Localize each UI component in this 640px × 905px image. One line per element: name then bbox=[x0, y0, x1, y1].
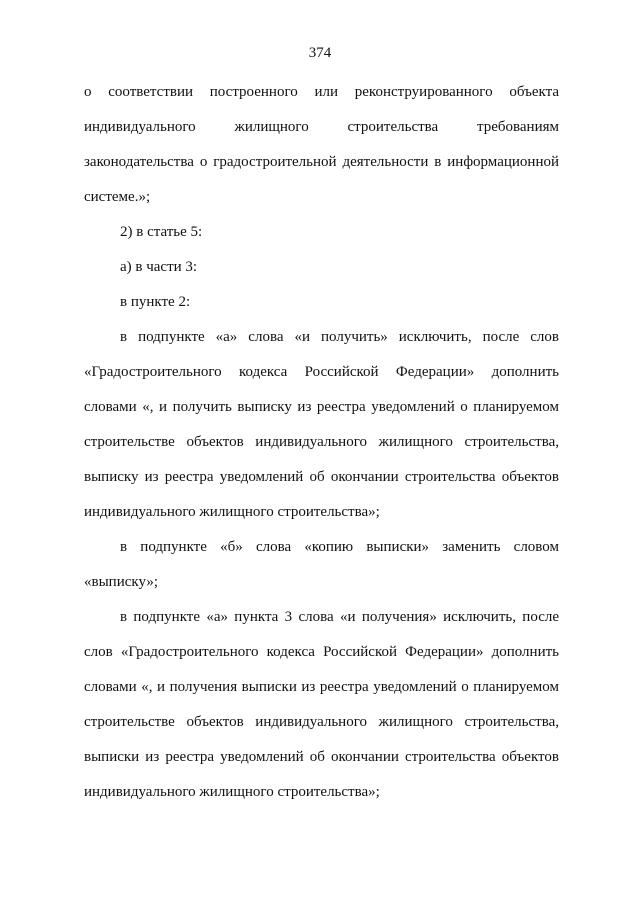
text-line: законодательства о градостроительной деятельности в информационной bbox=[84, 154, 559, 170]
text-line: 2) в статье 5: bbox=[120, 224, 203, 240]
text-line: «выписку»; bbox=[84, 574, 158, 590]
text-line: выписки из реестра уведомлений об окончании строительства объектов bbox=[84, 749, 559, 765]
text-line: в подпункте «б» слова «копию выписки» заменить словом bbox=[120, 539, 559, 555]
text-line: «Градостроительного кодекса Российской Федерации» дополнить bbox=[84, 364, 559, 380]
text-line: строительстве объектов индивидуального жилищного строительства, bbox=[84, 434, 559, 450]
page-number: 374 bbox=[308, 45, 332, 61]
text-line: выписку из реестра уведомлений об окончании строительства объектов bbox=[84, 469, 559, 485]
text-line: в подпункте «а» пункта 3 слова «и получения» исключить, после bbox=[120, 609, 559, 625]
text-line: словами «, и получения выписки из реестра уведомлений о планируемом bbox=[84, 679, 559, 695]
text-line: индивидуального жилищного строительства»; bbox=[84, 784, 380, 800]
text-line: а) в части 3: bbox=[120, 259, 198, 275]
text-line: словами «, и получить выписку из реестра уведомлений о планируемом bbox=[84, 399, 559, 415]
text-line: индивидуального жилищного строительства требованиям bbox=[84, 119, 559, 135]
text-line: системе.»; bbox=[84, 189, 151, 205]
text-line: о соответствии построенного или реконструированного объекта bbox=[84, 84, 559, 100]
text-line: строительстве объектов индивидуального жилищного строительства, bbox=[84, 714, 559, 730]
text-line: в подпункте «а» слова «и получить» исключить, после слов bbox=[120, 329, 559, 345]
text-line: индивидуального жилищного строительства»; bbox=[84, 504, 380, 520]
text-line: слов «Градостроительного кодекса Российской Федерации» дополнить bbox=[84, 644, 559, 660]
text-line: в пункте 2: bbox=[120, 294, 191, 310]
